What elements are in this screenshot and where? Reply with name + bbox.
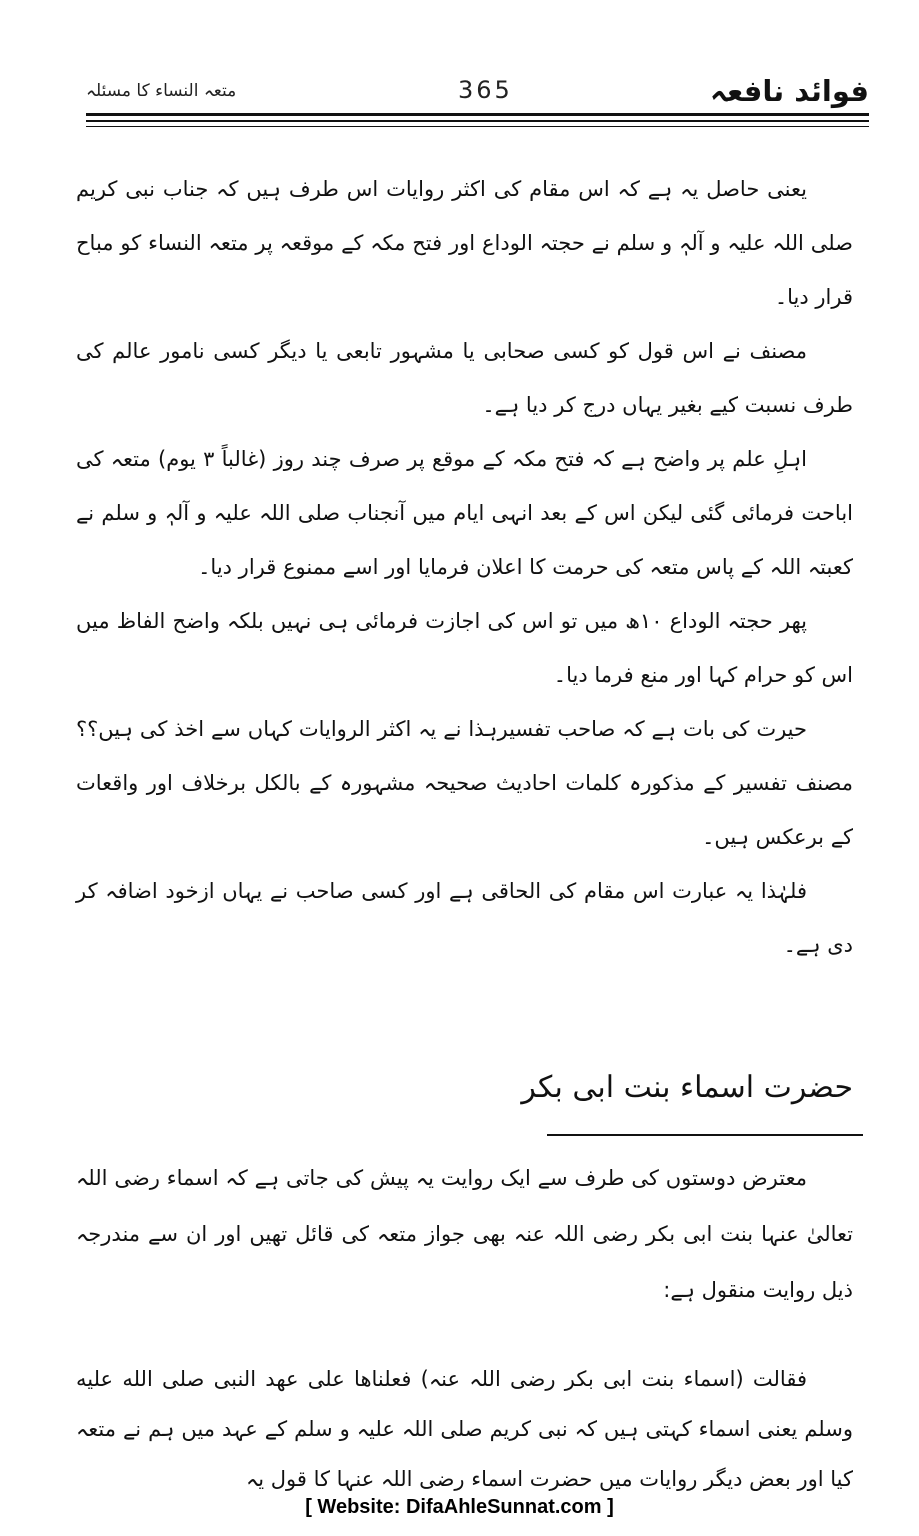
body-section-3 <box>76 1354 853 1504</box>
urdu-translation: یعنی اسماء کہتی ہیں کہ نبی کریم صلی اللہ علیہ و سلم کے عہد میں ہم نے متعہ کیا اور بعض دیگر روایات میں حضرت اسماء رضی اللہ عنہا کا قول یہ <box>76 1417 853 1491</box>
heading-underline <box>547 1134 863 1136</box>
header-rule-thin <box>86 126 869 127</box>
body-section-2 <box>76 1150 853 1318</box>
paragraph: معترض دوستوں کی طرف سے ایک روایت یہ پیش کی جاتی ہے کہ اسماء رضی اللہ تعالیٰ عنہا بنت ابی بکر رضی اللہ عنہ بھی جواز متعہ کی قائل تھیں اور ان سے مندرجہ ذیل روایت منقول ہے: <box>76 1166 853 1302</box>
paragraph: یعنی حاصل یہ ہے کہ اس مقام کی اکثر روایات اس طرف ہیں کہ جناب نبی کریم صلی اللہ علیہ و آلہٖ و سلم نے حجتہ الوداع اور فتح مکہ کے موقعہ پر متعہ النساء کو مباح قرار دیا۔ <box>76 177 853 309</box>
chapter-title: متعہ النساء کا مسئلہ <box>86 81 237 101</box>
paragraph: فلہٰذا یہ عبارت اس مقام کی الحاقی ہے اور کسی صاحب نے یہاں ازخود اضافہ کر دی ہے۔ <box>76 879 853 957</box>
paragraph: حیرت کی بات ہے کہ صاحب تفسیرہذا نے یہ اکثر الروایات کہاں سے اخذ کی ہیں؟؟ مصنف تفسیر کے مذکورہ کلمات احادیث صحیحہ مشہورہ کے بالکل برخلاف اور واقعات کے برعکس ہیں۔ <box>76 717 853 849</box>
body-section-1 <box>76 162 853 972</box>
header-rule-thick <box>86 113 869 116</box>
paragraph: مصنف نے اس قول کو کسی صحابی یا مشہور تابعی یا دیگر کسی نامور عالم کی طرف نسبت کیے بغیر یہاں درج کر دیا ہے۔ <box>76 339 853 417</box>
website-footer: [ Website: DifaAhleSunnat.com ] <box>305 1496 614 1518</box>
paragraph: اہلِ علم پر واضح ہے کہ فتح مکہ کے موقع پر صرف چند روز (غالباً ۳ یوم) متعہ کی اباحت فرمائی گئی لیکن اس کے بعد انہی ایام میں آنجناب صلی اللہ علیہ و آلہٖ و سلم نے کعبتہ اللہ کے پاس متعہ کی حرمت کا اعلان فرمایا اور اسے ممنوع قرار دیا۔ <box>76 447 853 579</box>
paragraph: پھر حجتہ الوداع ۱۰ھ میں تو اس کی اجازت فرمائی ہی نہیں بلکہ واضح الفاظ میں اس کو حرام کہا اور منع فرما دیا۔ <box>76 609 853 687</box>
page-number: 365 <box>458 76 513 104</box>
page-header <box>86 72 869 112</box>
section-heading: حضرت اسماء بنت ابی بکر <box>521 1070 853 1105</box>
arabic-quote: فقالت (اسماء بنت ابی بکر رضی اللہ عنہ) فعلناها علی عهد النبی صلی الله علیه وسلم <box>76 1367 853 1441</box>
book-title: فوائد نافعہ <box>710 74 869 108</box>
header-rule-middle <box>86 120 869 122</box>
quote-paragraph <box>76 1354 853 1504</box>
